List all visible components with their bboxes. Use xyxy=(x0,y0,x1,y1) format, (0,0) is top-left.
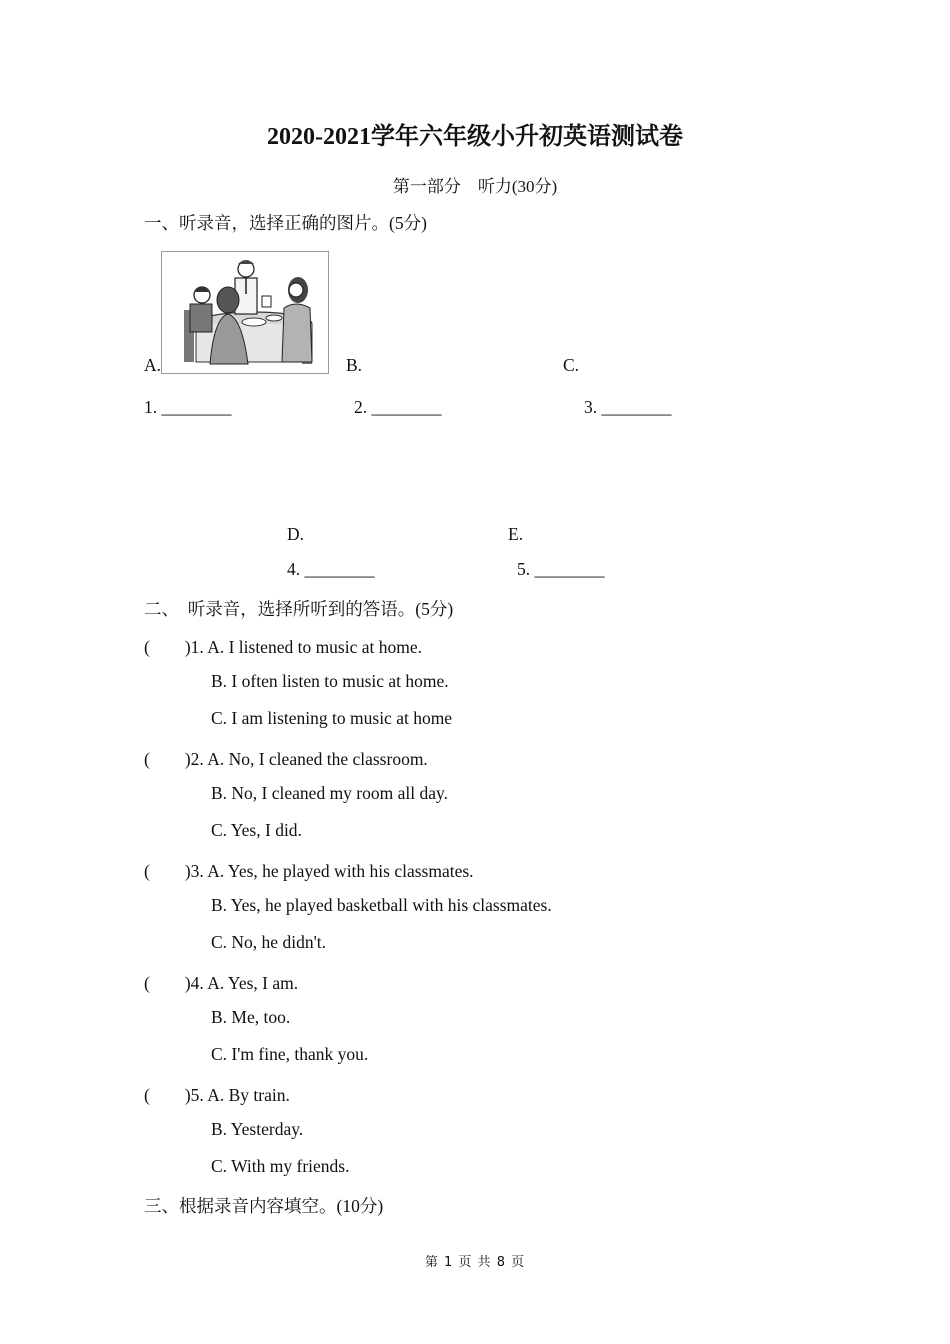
section3-heading: 三、根据录音内容填空。(10分) xyxy=(144,1196,384,1216)
question-2-option-c: C. Yes, I did. xyxy=(211,820,302,840)
question-3-option-b: B. Yes, he played basketball with his classmates. xyxy=(211,895,552,915)
section2-heading: 二、 听录音，选择所听到的答语。(5分) xyxy=(144,599,454,619)
label-b: B. xyxy=(346,355,363,375)
girl-hair xyxy=(217,287,239,313)
mother-head xyxy=(289,283,303,297)
label-d: D. xyxy=(287,524,305,544)
page-footer: 第 1 页 共 8 页 xyxy=(424,1255,526,1270)
question-2[interactable]: ( )2. A. No, I cleaned the classroom. xyxy=(144,749,428,769)
answer-blank-4[interactable]: 4. ________ xyxy=(287,559,375,579)
gift-box xyxy=(262,296,271,307)
picture-family-dinner xyxy=(161,251,329,374)
father-hair xyxy=(238,260,254,264)
question-1[interactable]: ( )1. A. I listened to music at home. xyxy=(144,637,423,657)
question-5-option-c: C. With my friends. xyxy=(211,1156,350,1176)
mother-body xyxy=(282,304,312,362)
question-1-option-c: C. I am listening to music at home xyxy=(211,708,453,728)
question-4-option-c: C. I'm fine, thank you. xyxy=(211,1044,369,1064)
question-4-option-b: B. Me, too. xyxy=(211,1007,291,1027)
question-2-option-b: B. No, I cleaned my room all day. xyxy=(211,783,448,803)
answer-blank-3[interactable]: 3. ________ xyxy=(584,397,672,417)
boy-hair xyxy=(194,287,210,292)
label-a: A. xyxy=(144,355,162,375)
label-c: C. xyxy=(563,355,580,375)
boy-body xyxy=(190,304,212,332)
answer-blank-5[interactable]: 5. ________ xyxy=(517,559,605,579)
label-e: E. xyxy=(508,524,524,544)
question-5-option-b: B. Yesterday. xyxy=(211,1119,304,1139)
answer-blank-2[interactable]: 2. ________ xyxy=(354,397,442,417)
family-dinner-illustration xyxy=(162,252,328,373)
plate xyxy=(266,315,282,321)
section1-heading: 一、听录音，选择正确的图片。(5分) xyxy=(144,213,427,233)
plate xyxy=(242,318,266,326)
page-title: 2020-2021学年六年级小升初英语测试卷 xyxy=(267,124,683,150)
question-3[interactable]: ( )3. A. Yes, he played with his classmates. xyxy=(144,861,474,881)
question-3-option-c: C. No, he didn't. xyxy=(211,932,326,952)
question-4[interactable]: ( )4. A. Yes, I am. xyxy=(144,973,299,993)
answer-blank-1[interactable]: 1. ________ xyxy=(144,397,232,417)
question-1-option-b: B. I often listen to music at home. xyxy=(211,671,449,691)
question-5[interactable]: ( )5. A. By train. xyxy=(144,1085,290,1105)
part-heading: 第一部分 听力(30分) xyxy=(392,177,558,196)
